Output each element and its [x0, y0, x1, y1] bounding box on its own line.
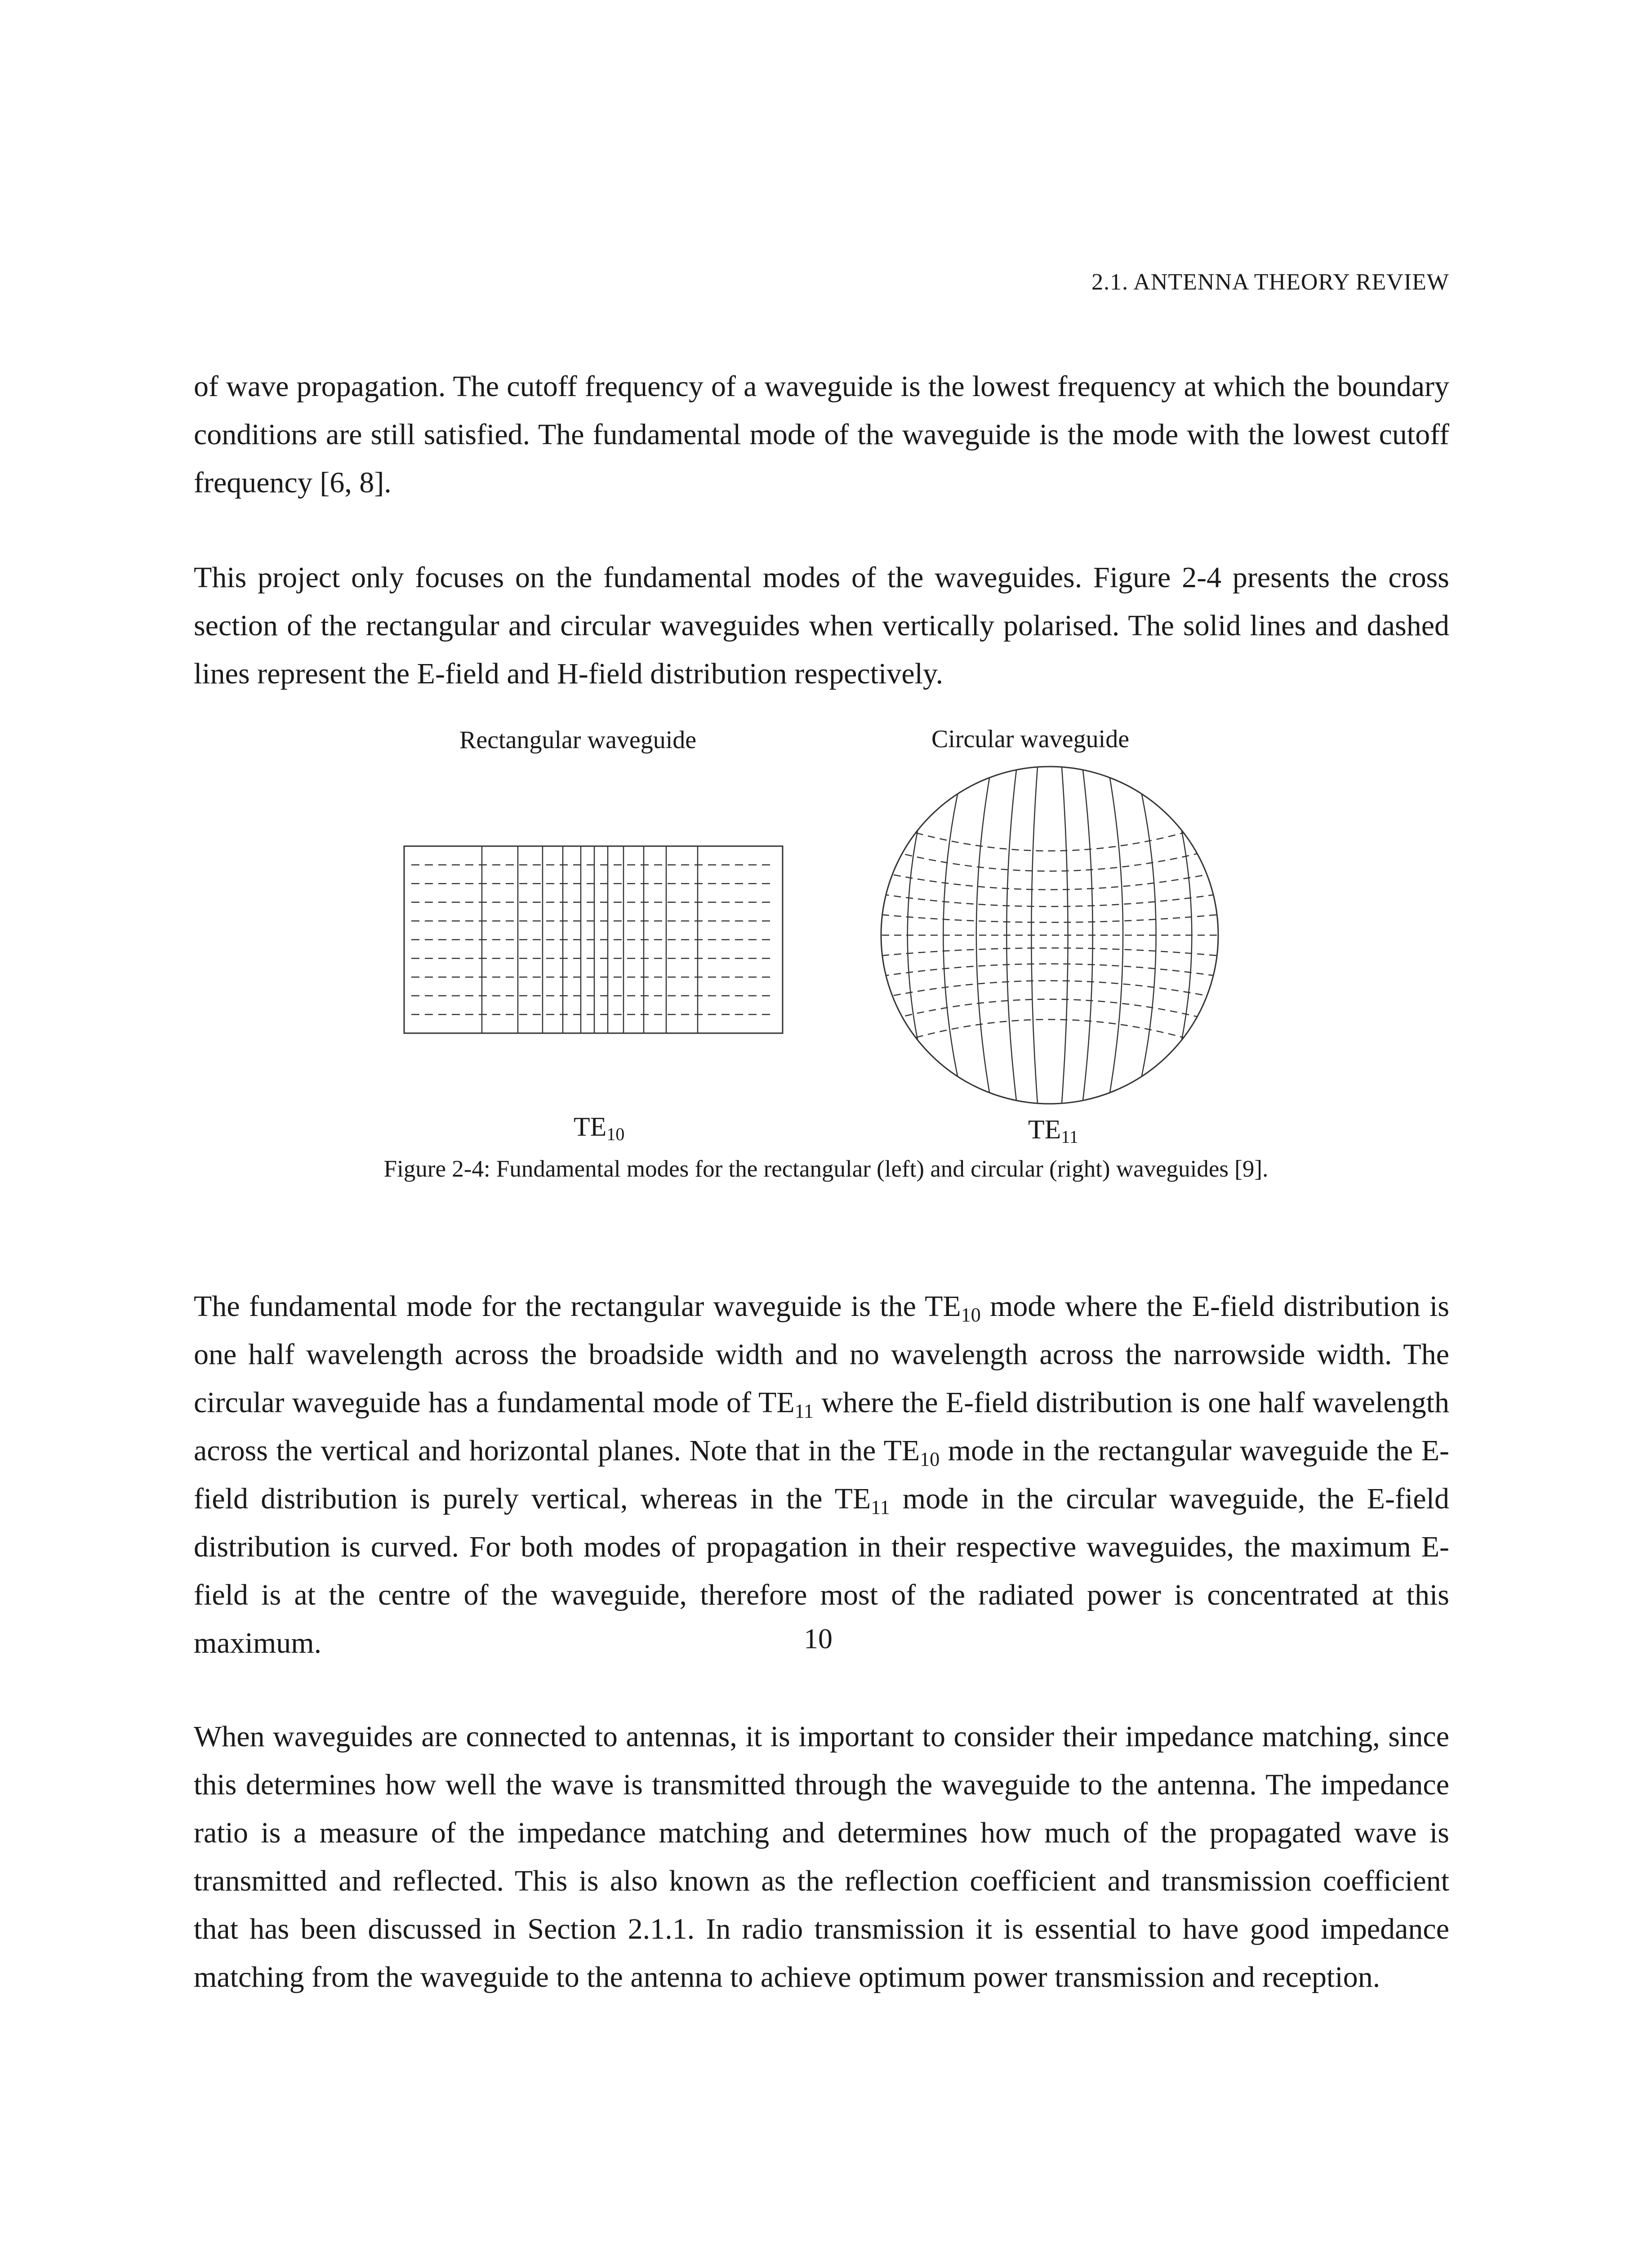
- paragraph-text: mode where the E-field distribution is one half wavelength across the broadside width and no wavelength across the narrowside width. The circular waveguide has a fundamental mode of TE: [194, 1290, 1449, 1419]
- h-field-line: [870, 914, 1229, 923]
- h-field-line: [870, 845, 1229, 871]
- paragraph-text: where the E-field distribution is one half wavelength across the vertical and horizontal planes. Note that in the TE: [194, 1386, 1450, 1467]
- rectangular-waveguide-diagram: [403, 845, 785, 1034]
- paragraph-cutoff-frequency: [194, 362, 1449, 507]
- subscript: 11: [871, 1496, 890, 1518]
- h-field-dashed-lines: [411, 865, 775, 1015]
- mode-label-te10: [574, 1111, 624, 1142]
- h-field-line: [870, 870, 1229, 890]
- mode-label-base: TE: [1028, 1115, 1061, 1144]
- page-number: 10: [804, 1623, 833, 1655]
- figure-title-circular: Circular waveguide: [931, 725, 1130, 753]
- mode-label-subscript: 10: [606, 1124, 625, 1144]
- mode-label-base: TE: [574, 1112, 607, 1142]
- paragraph-text: This project only focuses on the fundamental modes of the waveguides. Figure 2-4 presents the cross section of the rectangular and circular waveguides when vertically polarised. The solid lines and dashed lines represent the E-field and H-field distribution respectively.: [194, 561, 1449, 690]
- h-field-line: [870, 999, 1229, 1026]
- figure-caption: Figure 2-4: Fundamental modes for the rectangular (left) and circular (right) waveguides [9].: [383, 1156, 1269, 1182]
- paragraph-text: The fundamental mode for the rectangular waveguide is the TE: [194, 1290, 961, 1323]
- h-field-dashed-lines: [870, 818, 1229, 1052]
- h-field-line: [870, 964, 1229, 978]
- paragraph-fundamental-modes-intro: [194, 553, 1449, 698]
- h-field-line: [870, 892, 1229, 906]
- subscript: 11: [794, 1400, 814, 1422]
- figure-title-rectangular: Rectangular waveguide: [459, 726, 697, 754]
- paragraph-text: mode in the circular waveguide, the E-field distribution is curved. For both modes of propagation in their respective waveguides, the maximum E-field is at the centre of the waveguide, therefore most of the radiated power is concentrated at this maximum.: [194, 1482, 1449, 1659]
- mode-label-te11: [1028, 1114, 1078, 1145]
- paragraph-text: of wave propagation. The cutoff frequency of a waveguide is the lowest frequency at which the boundary conditions are still satisfied. The fundamental mode of the waveguide is the mode with the lowest cutoff frequency [6, 8].: [194, 370, 1449, 499]
- paragraph-text: mode in the rectangular waveguide the E-field distribution is purely vertical, whereas in the TE: [194, 1434, 1449, 1515]
- paragraph-text: When waveguides are connected to antennas, it is important to consider their impedance matching, since this determines how well the wave is transmitted through the waveguide to the antenna. The impedance ratio is a measure of the impedance matching and determines how much of the propagated wave is transmitted and reflected. This is also known as the reflection coefficient and transmission coefficient that has been discussed in Section 2.1.1. In radio transmission it is essential to have good impedance matching from the waveguide to the antenna to achieve optimum power transmission and reception.: [194, 1720, 1449, 1994]
- h-field-line: [870, 948, 1229, 957]
- h-field-line: [870, 981, 1229, 1000]
- subscript: 10: [920, 1448, 940, 1470]
- circular-waveguide-diagram: [879, 764, 1220, 1106]
- running-head: 2.1. ANTENNA THEORY REVIEW: [1091, 269, 1449, 295]
- paragraph-te-modes: [194, 1282, 1449, 1667]
- mode-label-subscript: 11: [1061, 1127, 1078, 1147]
- paragraph-impedance-matching: [194, 1713, 1449, 2001]
- subscript: 10: [961, 1304, 981, 1326]
